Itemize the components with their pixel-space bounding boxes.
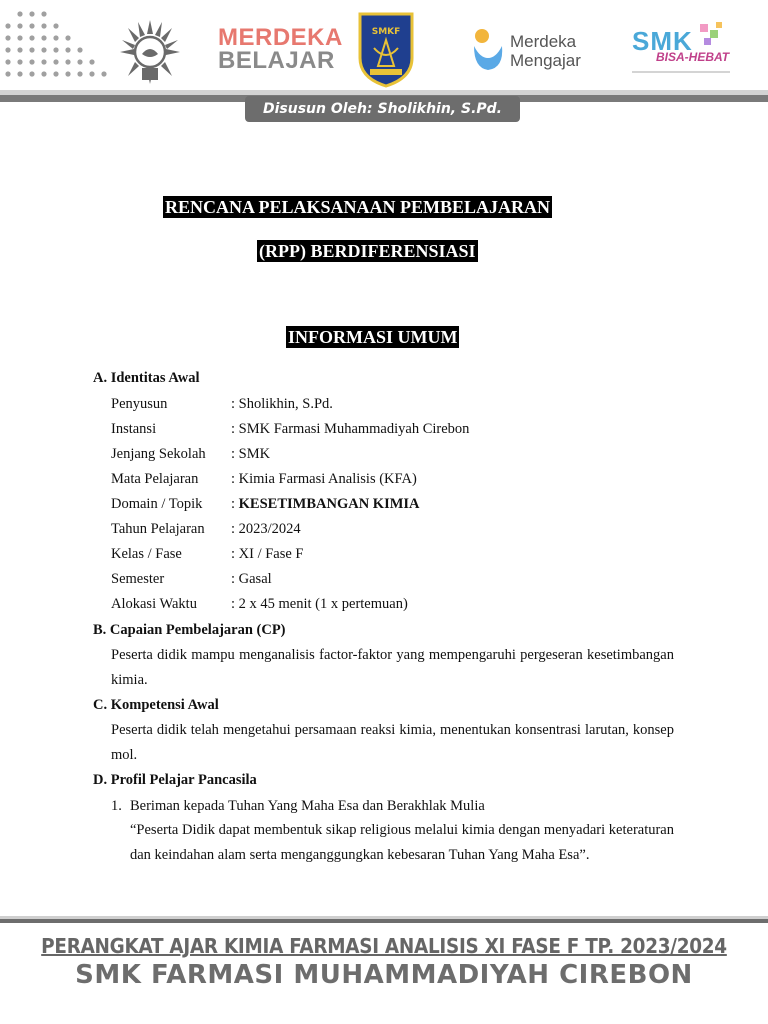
label-penyusun: Penyusun <box>111 396 168 412</box>
value-kelas-fase: : XI / Fase F <box>231 546 304 562</box>
label-domain-topik: Domain / Topik <box>111 496 203 512</box>
author-tag: Disusun Oleh: Sholikhin, S.Pd. <box>245 96 520 122</box>
heading-identitas-awal: A. Identitas Awal <box>93 370 200 386</box>
footer-line1: PERANGKAT AJAR KIMIA FARMASI ANALISIS XI FASE F TP. 2023/2024 <box>41 934 727 958</box>
merdeka-mengajar-logo <box>470 28 600 74</box>
section-title-informasi-umum: INFORMASI UMUM <box>288 327 458 347</box>
value-semester: : Gasal <box>231 571 272 587</box>
document-title-line2: (RPP) BERDIFERENSIASI <box>259 241 476 261</box>
merdeka-belajar-line2: BELAJAR <box>218 47 335 74</box>
value-domain-topik-bold: KESETIMBANGAN KIMIA <box>238 496 420 512</box>
list-item-number-1: 1. <box>111 798 122 814</box>
label-instansi: Instansi <box>111 421 157 437</box>
value-domain-topik <box>231 494 420 514</box>
footer-line2: SMK FARMASI MUHAMMADIYAH CIREBON <box>75 960 693 990</box>
value-penyusun: : Sholikhin, S.Pd. <box>231 396 333 412</box>
smkf-logo <box>358 12 414 88</box>
heading-capaian-pembelajaran: B. Capaian Pembelajaran (CP) <box>93 622 286 638</box>
decorative-dots <box>0 8 110 88</box>
value-domain-topik-prefix: : <box>231 496 239 512</box>
paragraph-capaian-pembelajaran: Peserta didik mampu menganalisis factor-faktor yang mempengaruhi pergeseran kesetimbangan kimia. <box>111 647 674 688</box>
label-alokasi-waktu: Alokasi Waktu <box>111 596 197 612</box>
value-instansi: : SMK Farmasi Muhammadiyah Cirebon <box>231 421 470 437</box>
label-semester: Semester <box>111 571 165 587</box>
smk-bisa-line1: SMK <box>632 26 693 56</box>
heading-kompetensi-awal: C. Kompetensi Awal <box>93 697 219 713</box>
list-item-title-1: Beriman kepada Tuhan Yang Maha Esa dan Berakhlak Mulia <box>130 798 485 814</box>
value-mata-pelajaran: : Kimia Farmasi Analisis (KFA) <box>231 471 417 487</box>
smk-bisa-line2: BISA-HEBAT <box>656 50 730 64</box>
label-kelas-fase: Kelas / Fase <box>111 546 182 562</box>
smk-bisa-hebat-logo <box>630 20 740 80</box>
merdeka-belajar-line1: MERDEKA <box>218 24 343 51</box>
label-tahun-pelajaran: Tahun Pelajaran <box>111 521 205 537</box>
merdeka-mengajar-line1: Merdeka <box>510 32 577 51</box>
heading-profil-pelajar-pancasila: D. Profil Pelajar Pancasila <box>93 772 257 788</box>
footer-divider-dark <box>0 919 768 923</box>
merdeka-mengajar-line2: Mengajar <box>510 51 581 70</box>
value-alokasi-waktu: : 2 x 45 menit (1 x pertemuan) <box>231 596 408 612</box>
label-mata-pelajaran: Mata Pelajaran <box>111 471 199 487</box>
list-item-text-1: “Peserta Didik dapat membentuk sikap religious melalui kimia dengan menyadari keteraturan dan keindahan alam serta menganggungkan kebesaran Tuhan Yang Maha Esa”. <box>130 822 674 863</box>
value-jenjang-sekolah: : SMK <box>231 446 271 462</box>
paragraph-kompetensi-awal: Peserta didik telah mengetahui persamaan reaksi kimia, menentukan konsentrasi larutan, konsep mol. <box>111 722 674 763</box>
document-title-line1: RENCANA PELAKSANAAN PEMBELAJARAN <box>165 197 551 217</box>
muhammadiyah-logo <box>118 18 182 86</box>
merdeka-belajar-logo <box>218 24 343 74</box>
value-tahun-pelajaran: : 2023/2024 <box>231 521 301 537</box>
smkf-logo-text: SMKF <box>371 27 401 37</box>
label-jenjang-sekolah: Jenjang Sekolah <box>111 446 206 462</box>
merdeka-mengajar-mark-icon <box>470 28 506 74</box>
